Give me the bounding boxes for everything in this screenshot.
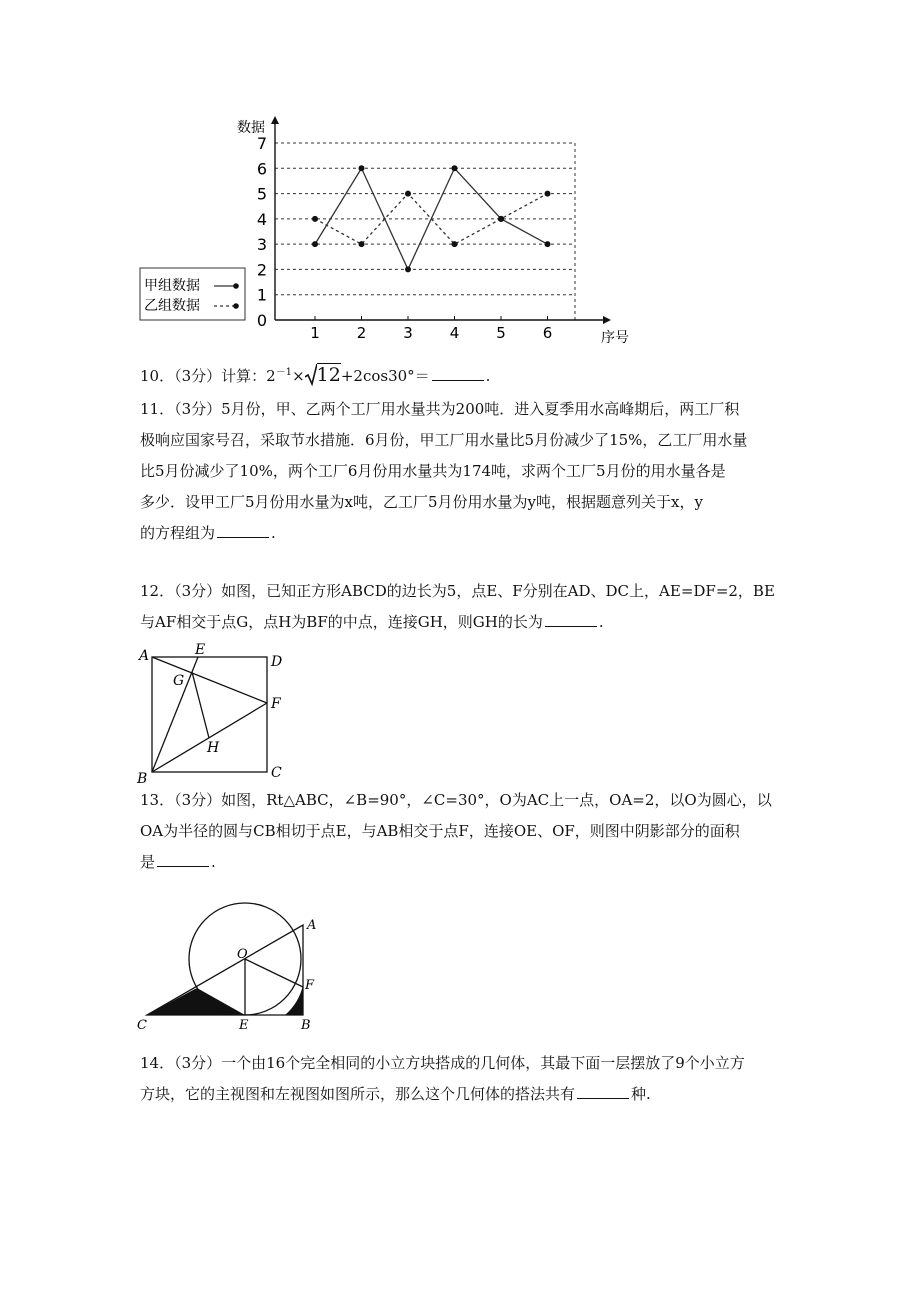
y-tick-label: 4 bbox=[256, 209, 267, 229]
q11-line-1: 11．（3分）5月份，甲、乙两个工厂用水量共为200吨．进入夏季用水高峰期后，两工厂积 bbox=[140, 400, 740, 418]
legend-label-1: 甲组数据 bbox=[144, 278, 200, 294]
q13-line-2: OA为半径的圆与CB相切于点E，与AB相交于点F，连接OE、OF，则图中阴影部分的面积 bbox=[140, 822, 740, 840]
label-d: D bbox=[271, 654, 283, 670]
legend-label-2: 乙组数据 bbox=[144, 298, 200, 314]
q11-answer-blank[interactable] bbox=[217, 523, 269, 538]
y-axis-label: 数据 bbox=[237, 120, 265, 136]
label-e: E bbox=[195, 642, 206, 658]
series-1-point bbox=[545, 241, 551, 247]
q13-answer-blank[interactable] bbox=[157, 852, 209, 867]
question-11 bbox=[140, 394, 790, 549]
q10-suffix: +2cos30°＝ bbox=[340, 367, 430, 385]
series-1-point bbox=[452, 165, 458, 171]
label-b: B bbox=[137, 771, 148, 785]
segment-af bbox=[152, 657, 267, 703]
x-tick-label: 4 bbox=[449, 324, 460, 342]
series-2-point bbox=[498, 216, 504, 222]
q10-prefix: 10．（3分）计算：2 bbox=[140, 367, 276, 385]
label-a: A bbox=[139, 648, 150, 664]
shaded-region-right bbox=[285, 985, 303, 1015]
series-2-point bbox=[359, 241, 365, 247]
segment-gh bbox=[192, 672, 209, 738]
q12-answer-blank[interactable] bbox=[545, 612, 597, 627]
label-f: F bbox=[305, 978, 315, 993]
square-figure bbox=[135, 640, 295, 785]
legend-marker-2 bbox=[233, 303, 239, 309]
y-tick-label: 0 bbox=[256, 311, 267, 330]
label-g: G bbox=[173, 673, 185, 689]
q14-end: 种. bbox=[631, 1085, 651, 1103]
q14-last: 方块，它的主视图和左视图如图所示，那么这个几何体的搭法共有 bbox=[140, 1085, 576, 1103]
q10-answer-blank[interactable] bbox=[432, 366, 484, 381]
q13-last: 是 bbox=[140, 853, 156, 871]
q14-answer-blank[interactable] bbox=[577, 1084, 629, 1099]
q10-exponent: －1 bbox=[275, 367, 293, 378]
triangle-abc bbox=[147, 925, 303, 1015]
series-2-point bbox=[312, 216, 318, 222]
x-tick-label: 2 bbox=[356, 324, 367, 342]
label-c: C bbox=[137, 1018, 147, 1033]
series-1-point bbox=[312, 241, 318, 247]
x-axis-arrow bbox=[603, 316, 611, 324]
label-a: A bbox=[307, 918, 317, 933]
y-tick-label: 1 bbox=[256, 285, 267, 305]
series-1-point bbox=[405, 266, 411, 272]
label-b: B bbox=[301, 1018, 311, 1033]
y-tick-label: 7 bbox=[256, 134, 267, 153]
x-tick-label: 1 bbox=[310, 324, 320, 342]
series-2-point bbox=[545, 191, 551, 197]
label-c: C bbox=[271, 765, 282, 781]
circle-triangle-figure bbox=[135, 895, 335, 1040]
y-axis-arrow bbox=[271, 116, 279, 124]
q12-end: . bbox=[598, 613, 604, 631]
label-e: E bbox=[239, 1018, 249, 1033]
x-tick-label: 3 bbox=[403, 324, 413, 342]
series-2-point bbox=[452, 241, 458, 247]
x-tick-label: 5 bbox=[496, 324, 506, 342]
x-axis-label: 序号 bbox=[601, 330, 629, 346]
q10-end: . bbox=[485, 367, 491, 385]
q11-line-3: 比5月份减少了10%，两个工厂6月份用水量共为174吨，求两个工厂5月份的用水量各是 bbox=[140, 462, 726, 480]
label-o: O bbox=[237, 947, 248, 962]
q10-times: × bbox=[292, 367, 305, 385]
y-tick-label: 6 bbox=[256, 159, 267, 179]
series-1-point bbox=[359, 165, 365, 171]
q13-line-1: 13．（3分）如图，Rt△ABC，∠B=90°，∠C=30°，O为AC上一点，OA=2，以O为圆心，以 bbox=[140, 791, 772, 809]
y-tick-label: 2 bbox=[256, 260, 267, 280]
q14-line-1: 14．（3分）一个由16个完全相同的小立方块搭成的几何体，其最下面一层摆放了9个小立方 bbox=[140, 1054, 745, 1072]
series-2-point bbox=[405, 191, 411, 197]
segment-of bbox=[245, 959, 303, 987]
question-10 bbox=[140, 357, 790, 392]
q11-end: . bbox=[271, 524, 276, 542]
q12-line-1: 12．（3分）如图，已知正方形ABCD的边长为5，点E、F分别在AD、DC上，AE=DF=2，BE bbox=[140, 582, 775, 600]
sqrt-symbol bbox=[305, 360, 341, 392]
q11-last: 的方程组为 bbox=[140, 524, 216, 542]
question-14 bbox=[140, 1048, 790, 1110]
x-tick-label: 6 bbox=[542, 324, 553, 342]
label-h: H bbox=[207, 740, 220, 756]
q11-line-4: 多少．设甲工厂5月份用水量为x吨，乙工厂5月份用水量为y吨，根据题意列关于x，y bbox=[140, 493, 703, 511]
y-tick-label: 5 bbox=[256, 184, 267, 204]
q13-end: . bbox=[211, 853, 216, 871]
question-12 bbox=[140, 576, 790, 638]
q12-last: 与AF相交于点G，点H为BF的中点，连接GH，则GH的长为 bbox=[140, 613, 543, 631]
y-tick-label: 3 bbox=[256, 235, 267, 255]
line-chart bbox=[130, 110, 650, 350]
label-f: F bbox=[271, 696, 281, 712]
question-13 bbox=[140, 785, 790, 878]
q10-radicand: 12 bbox=[316, 364, 341, 386]
q11-line-2: 极响应国家号召，采取节水措施．6月份，甲工厂用水量比5月份减少了15%，乙工厂用水量 bbox=[140, 431, 748, 449]
legend-marker-1 bbox=[233, 283, 239, 289]
